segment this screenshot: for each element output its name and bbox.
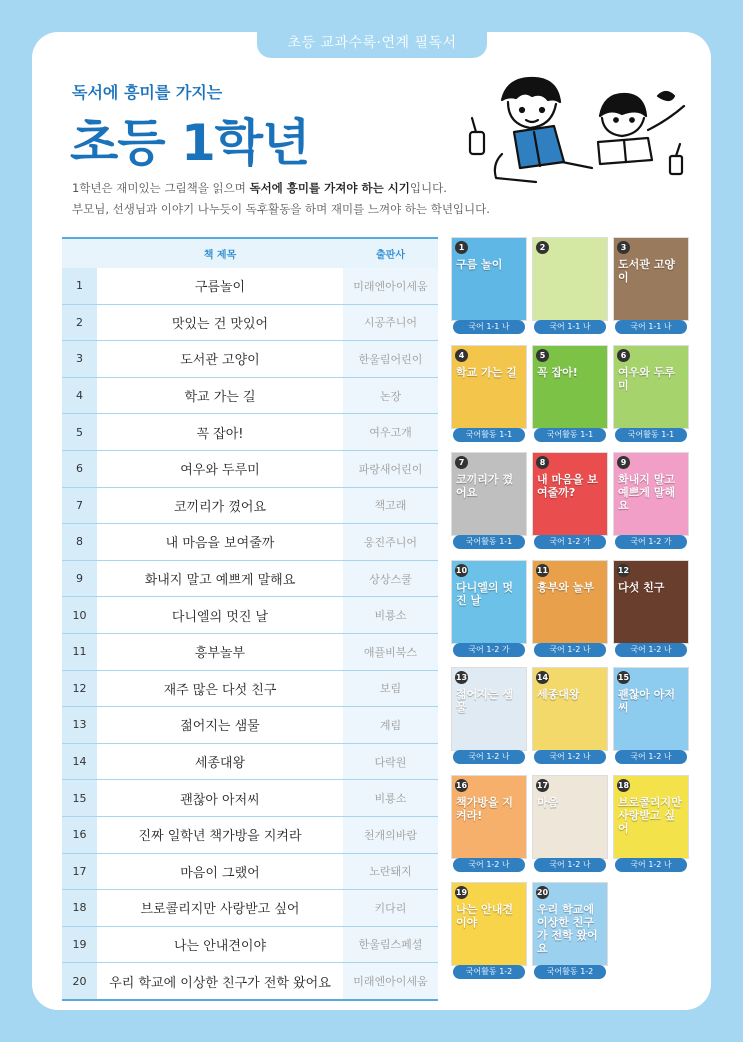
cover-title: 세종대왕: [537, 688, 580, 701]
book-number: 16: [62, 816, 97, 853]
book-cover-item[interactable]: [532, 237, 608, 335]
book-publisher: 여우고개: [343, 414, 438, 451]
cover-number-badge: 2: [536, 241, 549, 254]
book-publisher: 애플비북스: [343, 633, 438, 670]
book-title: 괜찮아 아저씨: [97, 780, 343, 817]
table-row: [62, 670, 438, 707]
book-publisher: 키다리: [343, 890, 438, 927]
book-publisher: 미래엔아이세움: [343, 963, 438, 1000]
curriculum-badge: 국어 1-2 나: [534, 750, 606, 764]
book-cover-image: [532, 775, 608, 859]
table-row: [62, 926, 438, 963]
curriculum-badge: 국어활동 1-1: [453, 535, 525, 549]
book-cover-item[interactable]: [613, 667, 689, 765]
curriculum-badge: 국어 1-2 나: [615, 643, 687, 657]
book-table: [62, 237, 438, 1001]
book-cover-item[interactable]: [451, 237, 527, 335]
book-cover-image: [613, 345, 689, 429]
book-cover-item[interactable]: [613, 775, 689, 873]
book-title: 도서관 고양이: [97, 341, 343, 378]
table-row: [62, 597, 438, 634]
book-number: 7: [62, 487, 97, 524]
description-line-1: 1학년은 재미있는 그림책을 읽으며 독서에 흥미를 가져야 하는 시기입니다.: [72, 181, 447, 195]
cover-number-badge: 15: [617, 673, 630, 682]
book-title: 맛있는 건 맛있어: [97, 304, 343, 341]
book-title: 세종대왕: [97, 743, 343, 780]
book-cover-image: [451, 237, 527, 321]
book-number: 19: [62, 926, 97, 963]
curriculum-badge: 국어 1-2 나: [615, 858, 687, 872]
book-publisher: 미래엔아이세움: [343, 268, 438, 304]
table-row: [62, 707, 438, 744]
cover-number-badge: 9: [617, 456, 630, 469]
book-cover-image: [451, 667, 527, 751]
book-number: 14: [62, 743, 97, 780]
table-header-row: [62, 238, 438, 268]
book-cover-image: [613, 560, 689, 644]
cover-title: 젊어지는 샘물: [456, 688, 513, 714]
book-publisher: 비룡소: [343, 780, 438, 817]
table-row: [62, 743, 438, 780]
curriculum-badge: 국어 1-2 나: [534, 643, 606, 657]
book-number: 17: [62, 853, 97, 890]
table-row: [62, 853, 438, 890]
book-cover-item[interactable]: [451, 345, 527, 443]
book-title: 마음이 그랬어: [97, 853, 343, 890]
cover-number-badge: 16: [455, 780, 468, 790]
book-number: 18: [62, 890, 97, 927]
book-number: 20: [62, 963, 97, 1000]
book-cover-image: [532, 667, 608, 751]
table-row: [62, 890, 438, 927]
book-cover-item[interactable]: [613, 237, 689, 335]
curriculum-badge: 국어 1-1 나: [615, 320, 687, 334]
book-number: 12: [62, 670, 97, 707]
curriculum-badge: 국어 1-2 나: [453, 858, 525, 872]
curriculum-badge: 국어 1-2 나: [453, 750, 525, 764]
book-number: 1: [62, 268, 97, 304]
cover-number-badge: 10: [455, 565, 468, 575]
book-cover-image: [532, 237, 608, 321]
book-title: 우리 학교에 이상한 친구가 전학 왔어요: [97, 963, 343, 1000]
page-subtitle: 독서에 흥미를 가지는: [72, 83, 223, 102]
book-cover-image: [613, 452, 689, 536]
book-number: 15: [62, 780, 97, 817]
table-row: [62, 268, 438, 304]
book-publisher: 보림: [343, 670, 438, 707]
table-row: [62, 633, 438, 670]
cover-number-badge: 20: [536, 888, 549, 897]
book-cover-item[interactable]: [451, 560, 527, 658]
book-publisher: 파랑새어린이: [343, 450, 438, 487]
book-title: 젊어지는 샘물: [97, 707, 343, 744]
curriculum-badge: 국어활동 1-1: [615, 428, 687, 442]
book-cover-item[interactable]: [532, 775, 608, 873]
book-publisher: 한울림어린이: [343, 341, 438, 378]
cover-number-badge: 13: [455, 673, 468, 682]
cover-number-badge: 4: [455, 349, 468, 362]
table-row: [62, 450, 438, 487]
book-cover-image: [613, 775, 689, 859]
category-tag: 초등 교과수록·연계 필독서: [257, 30, 487, 58]
cover-number-badge: 8: [536, 456, 549, 469]
title-column-header: 책 제목: [97, 238, 343, 268]
book-title: 화내지 말고 예쁘게 말해요: [97, 560, 343, 597]
book-cover-item[interactable]: [451, 882, 527, 980]
book-publisher: 노란돼지: [343, 853, 438, 890]
book-cover-image: [451, 775, 527, 859]
book-title: 여우와 두루미: [97, 450, 343, 487]
cover-title: 나는 안내견이야: [456, 903, 513, 929]
table-row: [62, 963, 438, 1000]
book-cover-image: [613, 237, 689, 321]
cover-title: 괜찮아 아저씨: [618, 688, 675, 714]
book-title: 구름놀이: [97, 268, 343, 304]
table-row: [62, 816, 438, 853]
num-column-header: [62, 238, 97, 268]
book-title: 내 마음을 보여줄까: [97, 524, 343, 561]
book-publisher: 다락원: [343, 743, 438, 780]
book-number: 4: [62, 377, 97, 414]
cover-number-badge: 18: [617, 780, 630, 790]
cover-title: 흥부와 놀부: [537, 580, 594, 594]
table-row: [62, 560, 438, 597]
cover-title: 내 마음을 보여줄까?: [537, 473, 598, 499]
book-cover-item[interactable]: [613, 452, 689, 550]
book-cover-item[interactable]: [532, 560, 608, 658]
cover-title: 학교 가는 길: [456, 365, 517, 379]
book-number: 6: [62, 450, 97, 487]
cover-title: 도서관 고양이: [618, 258, 675, 284]
book-number: 8: [62, 524, 97, 561]
curriculum-badge: 국어활동 1-1: [453, 428, 525, 442]
cover-title: 코끼리가 꼈어요: [456, 473, 513, 499]
cover-title: 마음: [537, 795, 559, 809]
cover-number-badge: 5: [536, 349, 549, 362]
cover-number-badge: 7: [455, 456, 468, 469]
book-cover-image: [532, 452, 608, 536]
book-title: 흥부놀부: [97, 633, 343, 670]
book-number: 2: [62, 304, 97, 341]
book-title: 학교 가는 길: [97, 377, 343, 414]
book-cover-image: [613, 667, 689, 751]
book-title: 재주 많은 다섯 친구: [97, 670, 343, 707]
book-cover-image: [451, 882, 527, 966]
cover-title: 다섯 친구: [618, 580, 665, 594]
book-cover-item[interactable]: [532, 452, 608, 550]
book-title: 꼭 잡아!: [97, 414, 343, 451]
cover-title: 구름 놀이: [456, 258, 503, 271]
cover-number-badge: 14: [536, 673, 549, 682]
cover-title: 여우와 두루미: [618, 365, 675, 392]
book-number: 13: [62, 707, 97, 744]
description-line-2: 부모님, 선생님과 이야기 나누듯이 독후활동을 하며 재미를 느껴야 하는 학년입니다.: [72, 202, 490, 216]
book-publisher: 논장: [343, 377, 438, 414]
table-row: [62, 377, 438, 414]
curriculum-badge: 국어 1-1 나: [453, 320, 525, 334]
cover-number-badge: 3: [617, 241, 630, 254]
curriculum-badge: 국어 1-2 가: [615, 535, 687, 549]
book-cover-image: [451, 452, 527, 536]
book-cover-item[interactable]: [613, 560, 689, 658]
book-cover-item[interactable]: [532, 667, 608, 765]
book-publisher: 상상스쿨: [343, 560, 438, 597]
cover-number-badge: 12: [617, 565, 630, 575]
curriculum-badge: 국어 1-1 나: [534, 320, 606, 334]
curriculum-badge: 국어 1-2 가: [534, 535, 606, 549]
book-publisher: 시공주니어: [343, 304, 438, 341]
book-number: 3: [62, 341, 97, 378]
book-publisher: 웅진주니어: [343, 524, 438, 561]
book-title: 진짜 일학년 책가방을 지켜라: [97, 816, 343, 853]
cover-title: 꼭 잡아!: [537, 365, 578, 379]
book-cover-image: [532, 345, 608, 429]
curriculum-badge: 국어활동 1-1: [534, 428, 606, 442]
curriculum-badge: 국어활동 1-2: [534, 965, 606, 979]
cover-title: 화내지 말고 예쁘게 말해요: [618, 473, 675, 512]
book-title: 브로콜리지만 사랑받고 싶어: [97, 890, 343, 927]
book-cover-item[interactable]: [532, 345, 608, 443]
publisher-column-header: 출판사: [343, 238, 438, 268]
book-title: 나는 안내견이야: [97, 926, 343, 963]
cover-title: 우리 학교에 이상한 친구가 전학 왔어요: [537, 903, 598, 955]
book-number: 9: [62, 560, 97, 597]
table-row: [62, 304, 438, 341]
book-cover-image: [451, 345, 527, 429]
cover-title: 다니엘의 멋진 날: [456, 580, 513, 607]
book-publisher: 비룡소: [343, 597, 438, 634]
book-cover-image: [532, 882, 608, 966]
book-publisher: 한울림스페셜: [343, 926, 438, 963]
page-title: 초등 1학년: [70, 114, 310, 172]
book-cover-item[interactable]: [532, 882, 608, 980]
cover-number-badge: 1: [455, 241, 468, 254]
cover-number-badge: 11: [536, 565, 549, 575]
book-number: 5: [62, 414, 97, 451]
book-cover-item[interactable]: [451, 775, 527, 873]
book-title: 코끼리가 꼈어요: [97, 487, 343, 524]
book-publisher: 책고래: [343, 487, 438, 524]
cover-number-badge: 6: [617, 349, 630, 362]
curriculum-badge: 국어 1-2 가: [453, 643, 525, 657]
reading-kids-illustration: [462, 70, 702, 190]
table-row: [62, 341, 438, 378]
curriculum-badge: 국어 1-2 나: [615, 750, 687, 764]
book-publisher: 천개의바람: [343, 816, 438, 853]
cover-title: 브로콜리지만 사랑받고 싶어: [618, 795, 682, 835]
curriculum-badge: 국어활동 1-2: [453, 965, 525, 979]
book-cover-item[interactable]: [613, 345, 689, 443]
table-row: [62, 414, 438, 451]
curriculum-badge: 국어 1-2 나: [534, 858, 606, 872]
book-number: 11: [62, 633, 97, 670]
book-number: 10: [62, 597, 97, 634]
cover-number-badge: 19: [455, 888, 468, 897]
description-emphasis: 독서에 흥미를 가져야 하는 시기: [249, 181, 410, 195]
cover-number-badge: 17: [536, 780, 549, 790]
book-cover-image: [532, 560, 608, 644]
book-publisher: 계림: [343, 707, 438, 744]
table-row: [62, 780, 438, 817]
book-cover-item[interactable]: [451, 667, 527, 765]
book-cover-item[interactable]: [451, 452, 527, 550]
book-title: 다니엘의 멋진 날: [97, 597, 343, 634]
book-cover-image: [451, 560, 527, 644]
table-row: [62, 524, 438, 561]
cover-title: 책가방을 지켜라!: [456, 795, 513, 822]
table-row: [62, 487, 438, 524]
